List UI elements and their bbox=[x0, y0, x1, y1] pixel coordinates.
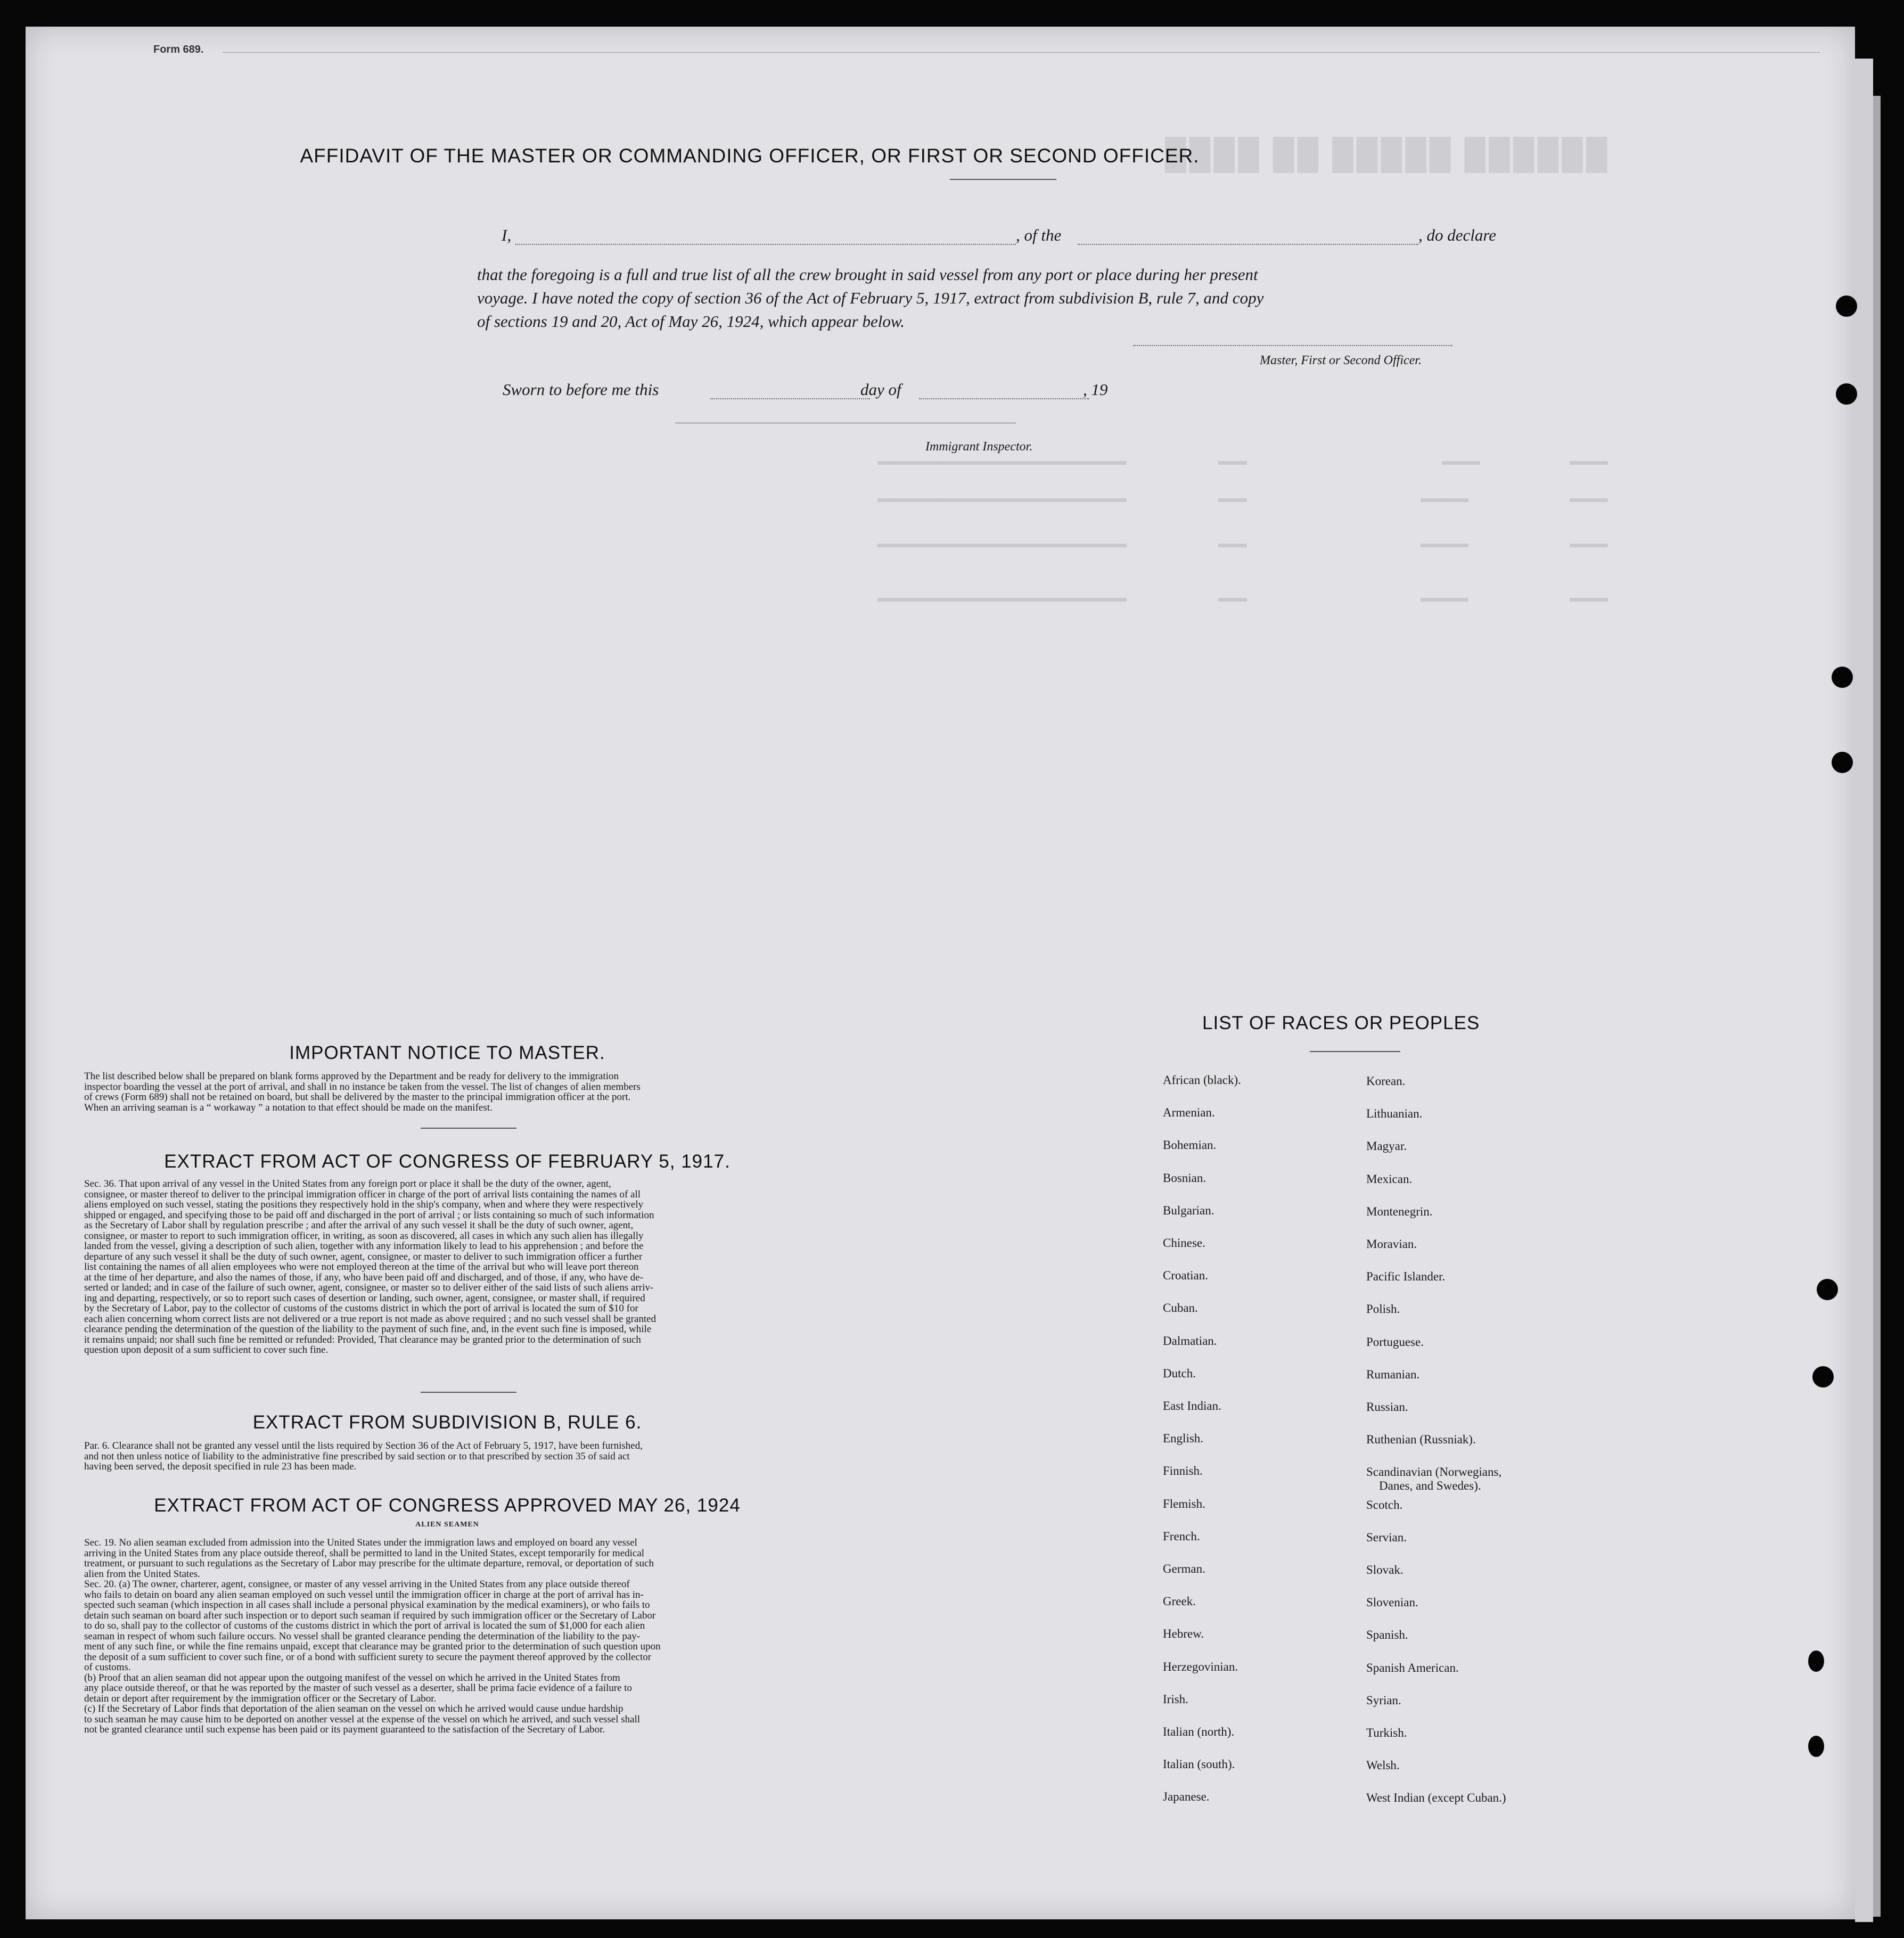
race-item: French. bbox=[1163, 1529, 1200, 1543]
section-divider bbox=[421, 1128, 516, 1129]
race-item: Danes, and Swedes). bbox=[1379, 1479, 1481, 1493]
punch-hole bbox=[1817, 1279, 1838, 1300]
race-item: Magyar. bbox=[1366, 1139, 1407, 1153]
extract-1924-text bbox=[84, 1538, 928, 1735]
race-item: Greek. bbox=[1163, 1595, 1196, 1608]
text-line: consignee, or master to report to such immigration officer, in writing, as soon as discovered, all cases in which any such alien has illegally bbox=[84, 1230, 644, 1242]
text-line: of crews (Form 689) shall not be retained on board, but shall be delivered by the master to the principal immigration officer at the port. bbox=[84, 1091, 631, 1103]
race-item: Pacific Islander. bbox=[1366, 1270, 1446, 1284]
text-line: ment of any such fine, or while the fine remains unpaid, except that clearance may be granted prior to the determination of such question upon bbox=[84, 1641, 661, 1652]
text-line: treatment, or pursuant to such regulations as the Secretary of Labor may prescribe for the ultimate departure, removal, or deportation of such bbox=[84, 1558, 654, 1569]
show-through-row: ▬▬▬▬ ▬▬▬▬▬ ▬▬▬ ▬▬▬▬▬▬▬▬▬▬▬▬▬▬▬▬▬▬▬▬▬▬▬▬▬▬ bbox=[877, 490, 1608, 508]
text-line: spected such seaman (which inspection in all cases shall include a personal physical examination by the medical examiners), or who fails to bbox=[84, 1599, 650, 1611]
text-line: consignee, or master thereof to deliver to the principal immigration officer in charge of the port of arrival lists containing the names of all bbox=[84, 1188, 641, 1200]
text-line: any place outside thereof, or that he was reported by the master of such vessel as a deserter, shall be prima facie evidence of a failure to bbox=[84, 1682, 633, 1694]
text-line: by the Secretary of Labor, pay to the collector of customs of the customs district in which the port of arrival is located the sum of $10 for bbox=[84, 1303, 638, 1314]
text-line: arriving in the United States from any place outside thereof, shall be permitted to land in the United States, except temporarily for medical bbox=[84, 1547, 645, 1559]
text-line: Par. 6. Clearance shall not be granted any vessel until the lists required by Section 36 of the Act of February 5, 1917, have been furnished, bbox=[84, 1440, 643, 1451]
affidavit-line: that the foregoing is a full and true list of all the crew brought in said vessel from any port or place during her present bbox=[477, 265, 1258, 284]
race-item: Spanish American. bbox=[1366, 1661, 1459, 1674]
text-line: The list described below shall be prepared on blank forms approved by the Department and be ready for delivery to the immigration bbox=[84, 1071, 619, 1082]
race-item: Bohemian. bbox=[1163, 1138, 1217, 1152]
race-item: Polish. bbox=[1366, 1302, 1400, 1316]
text-line: not be granted clearance until such expense has been paid or its payment guaranteed to the satisfaction of the Secretary of Labor. bbox=[84, 1724, 605, 1735]
race-item: Portuguese. bbox=[1366, 1335, 1424, 1349]
punch-hole bbox=[1808, 1736, 1824, 1757]
race-item: Bosnian. bbox=[1163, 1171, 1207, 1185]
affidavit-i: I, bbox=[502, 226, 512, 244]
race-item: Herzegovinian. bbox=[1163, 1660, 1238, 1673]
day-of-label: day of bbox=[860, 380, 901, 399]
text-line: and not then unless notice of liability to the administrative fine prescribed by said section or to that prescribed by section 35 of said act bbox=[84, 1450, 630, 1462]
race-item: Dutch. bbox=[1163, 1366, 1196, 1380]
notice-title: IMPORTANT NOTICE TO MASTER. bbox=[289, 1042, 605, 1063]
text-line: of customs. bbox=[84, 1662, 131, 1673]
race-item: Rumanian. bbox=[1366, 1367, 1420, 1381]
extract-rule6-text bbox=[84, 1441, 928, 1472]
text-line: Sec. 20. (a) The owner, charterer, agent, consignee, or master of any vessel arriving in the United States from any place outside thereof bbox=[84, 1579, 630, 1590]
punch-hole bbox=[1832, 752, 1853, 773]
punch-hole bbox=[1812, 1366, 1834, 1387]
race-item: German. bbox=[1163, 1562, 1205, 1575]
race-item: Ruthenian (Russniak). bbox=[1366, 1433, 1476, 1447]
text-line: each alien concerning whom correct lists are not delivered or a true report is not made as above required ; and no such vessel shall be granted bbox=[84, 1313, 656, 1325]
races-divider bbox=[1310, 1051, 1400, 1052]
race-item: Servian. bbox=[1366, 1530, 1407, 1544]
race-item: Scotch. bbox=[1366, 1498, 1403, 1512]
text-line: Sec. 19. No alien seaman excluded from admission into the United States under the immigration laws and employed on board any vessel bbox=[84, 1537, 637, 1548]
text-line: shipped or engaged, and specifying those to be paid off and discharged in the port of arrival ; or lists containing so much of such information bbox=[84, 1209, 654, 1221]
race-item: Lithuanian. bbox=[1366, 1107, 1423, 1121]
vessel-blank[interactable] bbox=[1078, 244, 1418, 245]
race-item: Flemish. bbox=[1163, 1497, 1205, 1510]
race-item: West Indian (except Cuban.) bbox=[1366, 1791, 1506, 1805]
race-item: Mexican. bbox=[1366, 1172, 1413, 1186]
races-title: LIST OF RACES OR PEOPLES bbox=[1202, 1013, 1480, 1033]
extract-1917-title: EXTRACT FROM ACT OF CONGRESS OF FEBRUARY 5, 1917. bbox=[164, 1151, 731, 1172]
text-line: detain or deport after requirement by the immigration officer or the Secretary of Labor. bbox=[84, 1693, 437, 1704]
race-item: Spanish. bbox=[1366, 1628, 1408, 1642]
race-item: African (black). bbox=[1163, 1073, 1241, 1087]
text-line: alien from the United States. bbox=[84, 1568, 200, 1580]
race-item: English. bbox=[1163, 1432, 1204, 1446]
race-item: Armenian. bbox=[1163, 1106, 1215, 1120]
name-blank[interactable] bbox=[515, 244, 1016, 245]
race-item: Montenegrin. bbox=[1366, 1204, 1433, 1218]
punch-hole bbox=[1836, 383, 1857, 405]
text-line: serted or landed; and in case of the failure of such owner, agent, consignee, or master so to deliver either of the said lists of such aliens arriv- bbox=[84, 1282, 654, 1293]
race-item: Italian (north). bbox=[1163, 1725, 1235, 1738]
text-line: (b) Proof that an alien seaman did not appear upon the outgoing manifest of the vessel on which he arrived in the United States from bbox=[84, 1672, 620, 1684]
form-number: Form 689. bbox=[153, 44, 204, 55]
race-item: Japanese. bbox=[1163, 1790, 1210, 1804]
text-line: When an arriving seaman is a “ workaway ” a notation to that effect should be made on the manifest. bbox=[84, 1102, 493, 1113]
show-through-row: ▬▬▬▬ ▬▬▬▬▬ ▬▬▬ ▬▬▬▬▬▬▬▬▬▬▬▬▬▬▬▬▬▬▬▬▬▬▬▬▬▬ bbox=[877, 589, 1608, 607]
text-line: who fails to detain on board any alien seaman employed on such vessel until the immigration officer in charge at the port of arrival has in- bbox=[84, 1589, 644, 1600]
race-item: Croatian. bbox=[1163, 1269, 1208, 1283]
text-line: (c) If the Secretary of Labor finds that deportation of the alien seaman on the vessel on which he arrived would cause undue hardship bbox=[84, 1703, 623, 1714]
punch-hole bbox=[1808, 1650, 1824, 1672]
show-through-row: ▬▬▬▬ ▬▬▬▬▬ ▬▬▬ ▬▬▬▬▬▬▬▬▬▬▬▬▬▬▬▬▬▬▬▬▬▬▬▬▬▬ bbox=[877, 535, 1608, 553]
race-item: Italian (south). bbox=[1163, 1758, 1235, 1771]
affidavit-title: AFFIDAVIT OF THE MASTER OR COMMANDING OFFICER, OR FIRST OR SECOND OFFICER. bbox=[300, 145, 1200, 167]
affidavit-line: of sections 19 and 20, Act of May 26, 1924, which appear below. bbox=[477, 312, 905, 331]
inspector-caption: Immigrant Inspector. bbox=[925, 440, 1033, 454]
punch-hole bbox=[1832, 667, 1853, 688]
race-item: East Indian. bbox=[1163, 1399, 1221, 1413]
text-line: detain such seaman on board after such inspection or to deport such seaman if required by such immigration officer or the Secretary of Labor bbox=[84, 1609, 656, 1621]
race-item: Russian. bbox=[1366, 1400, 1408, 1414]
text-line: landed from the vessel, giving a description of such alien, together with any information likely to lead to his apprehension ; and before the bbox=[84, 1241, 644, 1252]
text-line: ing and departing, respectively, or so to report such cases of desertion or landing, such owner, agent, consignee, or master shall, if required bbox=[84, 1292, 645, 1304]
text-line: clearance pending the determination of the question of the liability to the payment of such fine, and, in the event such fine is imposed, while bbox=[84, 1324, 652, 1335]
text-line: inspector boarding the vessel at the port of arrival, and shall in no instance be taken from the vessel. The list of changes of alien members bbox=[84, 1081, 641, 1093]
top-rule bbox=[223, 52, 1820, 53]
title-divider bbox=[950, 179, 1056, 180]
page-edge-shadow bbox=[1873, 96, 1881, 1917]
affidavit-declare: , do declare bbox=[1418, 226, 1497, 244]
affidavit-of-the: , of the bbox=[1016, 226, 1062, 244]
year-label: , 19 bbox=[1083, 380, 1108, 399]
text-line: aliens employed on such vessel, stating the positions they respectively hold in the ship's company, when and where they were respectively bbox=[84, 1199, 644, 1210]
extract-rule6-title: EXTRACT FROM SUBDIVISION B, RULE 6. bbox=[252, 1412, 642, 1433]
master-caption: Master, First or Second Officer. bbox=[1260, 354, 1422, 367]
alien-seamen-subtitle: ALIEN SEAMEN bbox=[415, 1521, 479, 1529]
text-line: departure of any such vessel it shall be the duty of such owner, agent, consignee, or master to deliver to such immigration officer a further bbox=[84, 1251, 643, 1262]
text-line: list containing the names of all alien employees who were not employed thereon at the time of the arrival but who will leave port thereon bbox=[84, 1261, 639, 1272]
sworn-label: Sworn to before me this bbox=[503, 380, 659, 399]
sworn-month-blank[interactable] bbox=[919, 398, 1089, 399]
race-item: Slovak. bbox=[1366, 1563, 1404, 1576]
race-item: Korean. bbox=[1366, 1074, 1406, 1088]
extract-1917-text bbox=[84, 1179, 928, 1356]
race-item: Bulgarian. bbox=[1163, 1203, 1214, 1217]
race-item: Slovenian. bbox=[1366, 1596, 1418, 1609]
text-line: the deposit of a sum sufficient to cover such fine, or of a bond with sufficient surety to secure the payment thereof approved by the collector bbox=[84, 1651, 652, 1663]
text-line: at the time of her departure, and also the names of those, if any, who have been paid off and discharged, and of those, if any, who have de- bbox=[84, 1271, 643, 1283]
document-page bbox=[26, 27, 1855, 1919]
show-through-row: ▬▬▬▬ ▬▬▬▬ ▬▬▬ ▬▬▬▬▬▬▬▬▬▬▬▬▬▬▬▬▬▬▬▬▬▬▬▬▬▬ bbox=[877, 453, 1608, 471]
text-line: Sec. 36. That upon arrival of any vessel in the United States from any foreign port or place it shall be the duty of the owner, agent, bbox=[84, 1178, 611, 1189]
race-item: Cuban. bbox=[1163, 1301, 1198, 1315]
text-line: question upon deposit of a sum sufficient to cover such fine. bbox=[84, 1344, 329, 1356]
race-item: Finnish. bbox=[1163, 1464, 1203, 1478]
sworn-day-blank[interactable] bbox=[710, 398, 870, 399]
race-item: Moravian. bbox=[1366, 1237, 1417, 1251]
race-item: Turkish. bbox=[1366, 1726, 1407, 1739]
text-line: it remains unpaid; nor shall such fine be remitted or refunded: Provided, That clearance may be granted prior to the determination of such bbox=[84, 1334, 641, 1345]
page-edge bbox=[1855, 59, 1873, 1922]
race-item: Dalmatian. bbox=[1163, 1334, 1217, 1348]
race-item: Hebrew. bbox=[1163, 1627, 1204, 1641]
text-line: to do so, shall pay to the collector of customs of the customs district in which the port of arrival is located the sum of $1,000 for each alien bbox=[84, 1620, 645, 1631]
master-signature-line[interactable] bbox=[1133, 345, 1452, 346]
race-item: Irish. bbox=[1163, 1692, 1188, 1706]
race-item: Chinese. bbox=[1163, 1236, 1205, 1250]
extract-1924-title: EXTRACT FROM ACT OF CONGRESS APPROVED MAY 26, 1924 bbox=[154, 1495, 741, 1516]
affidavit-line: voyage. I have noted the copy of section 36 of the Act of February 5, 1917, extract from subdivision B, rule 7, and copy bbox=[477, 289, 1264, 307]
text-line: to such seaman he may cause him to be deported on another vessel at the expense of the vessel on which he arrived, and such vessel shall bbox=[84, 1713, 641, 1725]
punch-hole bbox=[1836, 295, 1857, 317]
section-divider bbox=[421, 1392, 516, 1393]
notice-text bbox=[84, 1071, 928, 1113]
show-through-heading: ████ ██ █████ ██████ bbox=[1165, 138, 1611, 171]
text-line: as the Secretary of Labor shall by regulation prescribe ; and after the arrival of any such vessel it shall be the duty of such owner, agent, bbox=[84, 1220, 634, 1231]
text-line: having been served, the deposit specified in rule 23 has been made. bbox=[84, 1461, 357, 1472]
text-line: seaman in respect of whom such failure occurs. No vessel shall be granted clearance pending the determination of the liability to the pay- bbox=[84, 1630, 641, 1642]
race-item: Syrian. bbox=[1366, 1693, 1401, 1707]
race-item: Welsh. bbox=[1366, 1759, 1400, 1772]
race-item: Scandinavian (Norwegians, bbox=[1366, 1465, 1502, 1479]
